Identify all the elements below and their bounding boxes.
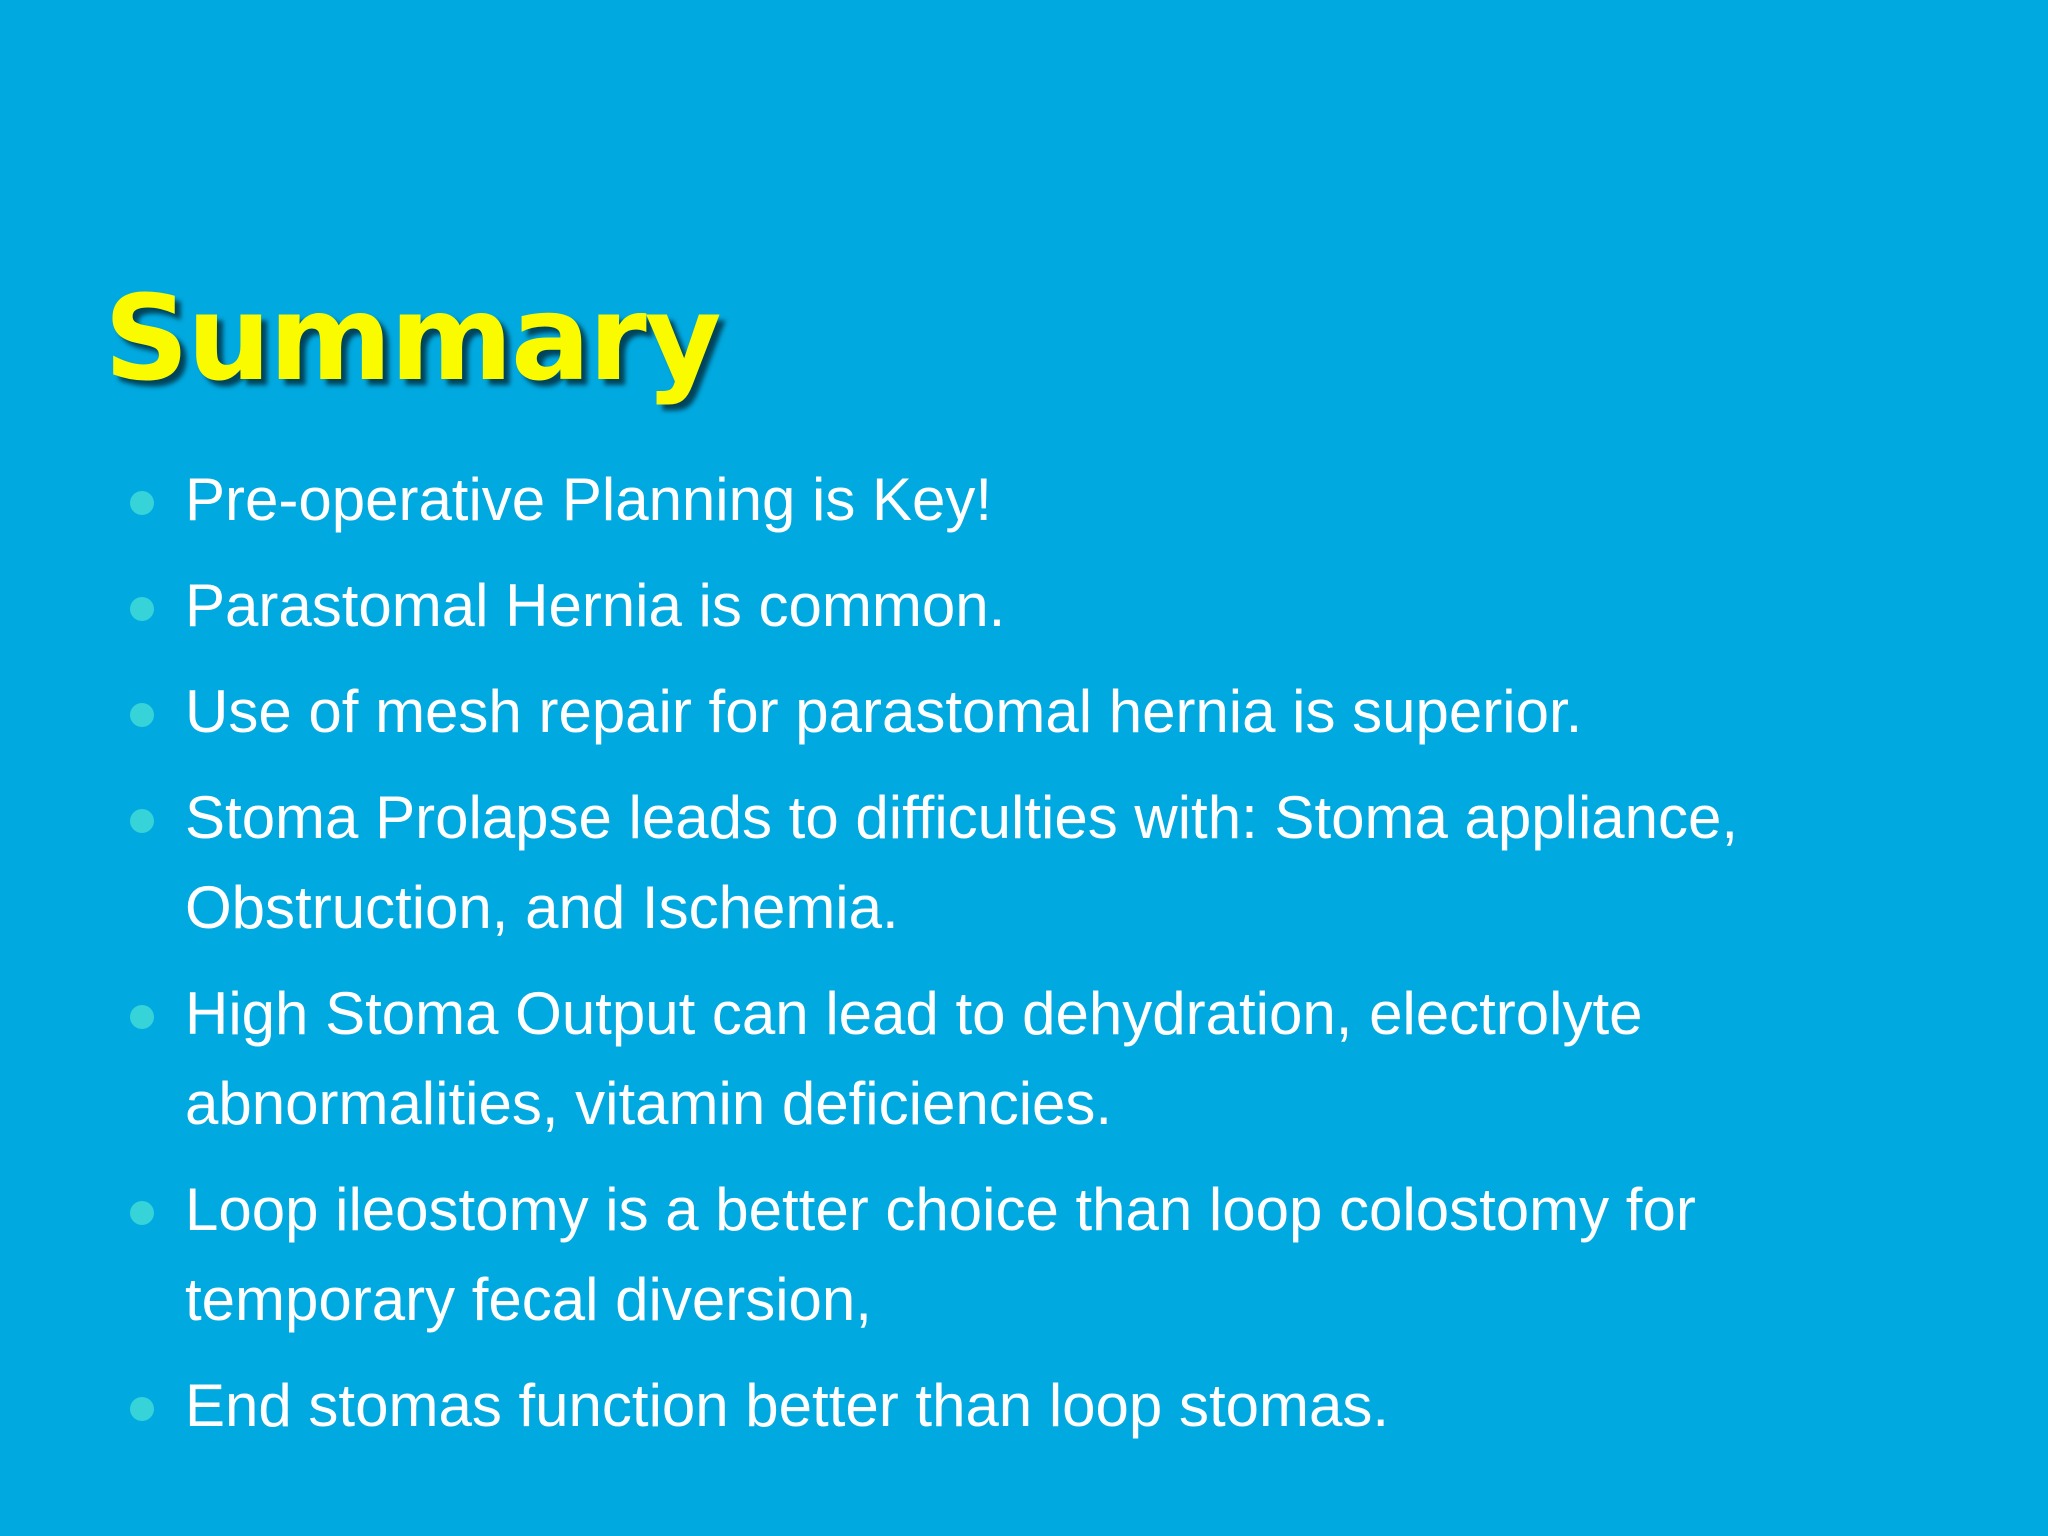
bullet-dot-icon (130, 1005, 154, 1029)
bullet-text: Use of mesh repair for parastomal hernia is superior. (185, 678, 1583, 745)
bullet-text: End stomas function better than loop stomas. (185, 1372, 1390, 1439)
bullet-item (130, 969, 1950, 1149)
bullet-item (130, 455, 1950, 545)
bullet-text: Pre-operative Planning is Key! (185, 466, 993, 533)
bullet-item (130, 561, 1950, 651)
bullet-list (130, 455, 1950, 1467)
bullet-dot-icon (130, 703, 154, 727)
bullet-item (130, 773, 1950, 953)
bullet-dot-icon (130, 1397, 154, 1421)
bullet-dot-icon (130, 491, 154, 515)
bullet-item (130, 1361, 1950, 1451)
bullet-dot-icon (130, 597, 154, 621)
bullet-dot-icon (130, 1201, 154, 1225)
bullet-text: Parastomal Hernia is common. (185, 572, 1006, 639)
bullet-item (130, 1165, 1950, 1345)
bullet-text: Stoma Prolapse leads to difficulties with: Stoma appliance, Obstruction, and Ischemia. (185, 784, 1739, 941)
bullet-item (130, 667, 1950, 757)
bullet-dot-icon (130, 809, 154, 833)
bullet-text: Loop ileostomy is a better choice than loop colostomy for temporary fecal diversion, (185, 1176, 1696, 1333)
bullet-text: High Stoma Output can lead to dehydration, electrolyte abnormalities, vitamin deficiencies. (185, 980, 1643, 1137)
slide-title: Summary (104, 269, 720, 407)
